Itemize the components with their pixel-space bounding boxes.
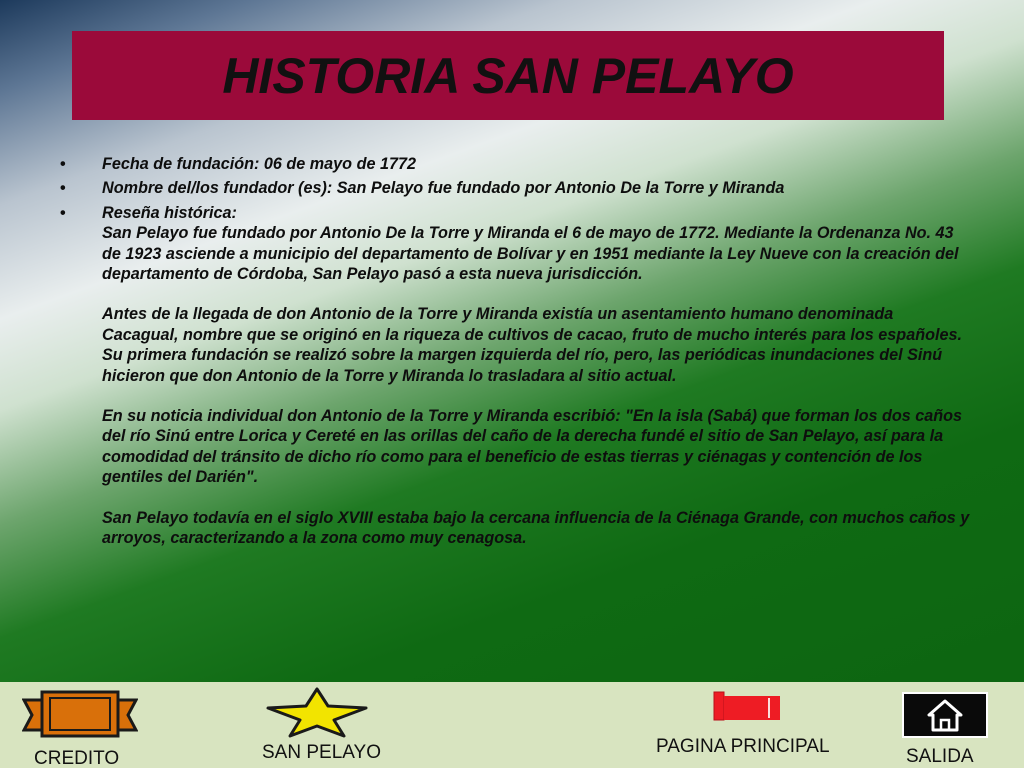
page-title: HISTORIA SAN PELAYO [222, 47, 794, 104]
resena-paragraph-2: Antes de la llegada de don Antonio de la Torre y Miranda existía un asentamiento humano denominada Cacagual, nombre que se originó en la riqueza de cultivos de cacao, fruto de mucho interés para los españoles. Su primera fundación se realizó sobre la margen izquierda del río, pero, las periódicas inundaciones del Sinú hicieron que don Antonio de la Torre y Miranda lo trasladara al sitio actual. [102, 305, 962, 385]
pagina-principal-button[interactable] [650, 686, 860, 766]
star-icon [262, 686, 372, 738]
resena-paragraph-4: San Pelayo todavía en el siglo XVIII estaba bajo la cercana influencia de la Ciénaga Grande, con muchos caños y arroyos, caracterizando a la zona como muy cenagosa. [102, 508, 970, 548]
bullet-dot: • [60, 203, 66, 222]
red-flag-icon [712, 688, 782, 724]
resena-paragraph-3: En su noticia individual don Antonio de la Torre y Miranda escribió: "En la isla (Sabá) que forman los dos caños del río Sinú entre Lorica y Cereté en las orillas del caño de la derecha fundé el sitio de San Pelayo, así para la comodidad del tránsito de dicho río como para el beneficio de estas tierras y ciénagas y contención de los gentiles del Darién". [102, 407, 963, 487]
salida-label: SALIDA [906, 746, 974, 767]
salida-button[interactable] [900, 692, 990, 768]
fecha-text: Fecha de fundación: 06 de mayo de 1772 [102, 155, 416, 173]
bullet-dot: • [60, 155, 66, 173]
credito-button[interactable] [22, 686, 138, 768]
bullet-dot: • [60, 179, 66, 198]
resena-label: Reseña histórica: [102, 203, 237, 222]
ribbon-banner-icon [22, 686, 138, 742]
san-pelayo-label: SAN PELAYO [262, 742, 381, 763]
resena-paragraph-1: San Pelayo fue fundado por Antonio De la Torre y Miranda el 6 de mayo de 1772. Mediante la Ordenanza No. 43 de 1923 asciende a municipio del departamento de Bolívar y en 1951 mediante la Ley Nueve con la creación del departamento de Córdoba, San Pelayo pasó a esta nueva jurisdicción. [102, 224, 959, 284]
title-banner [72, 31, 944, 120]
san-pelayo-button[interactable] [258, 686, 398, 766]
bullet-resena [60, 203, 970, 549]
footer-nav [0, 682, 1024, 768]
fundador-text: Nombre del/los fundador (es): San Pelayo fue fundado por Antonio De la Torre y Miranda [102, 179, 785, 198]
bullet-fundador [60, 178, 970, 198]
content-area [60, 154, 970, 553]
pagina-principal-label: PAGINA PRINCIPAL [656, 736, 830, 757]
home-icon [902, 692, 988, 738]
bullet-fecha [60, 154, 970, 174]
credito-label: CREDITO [34, 748, 120, 768]
